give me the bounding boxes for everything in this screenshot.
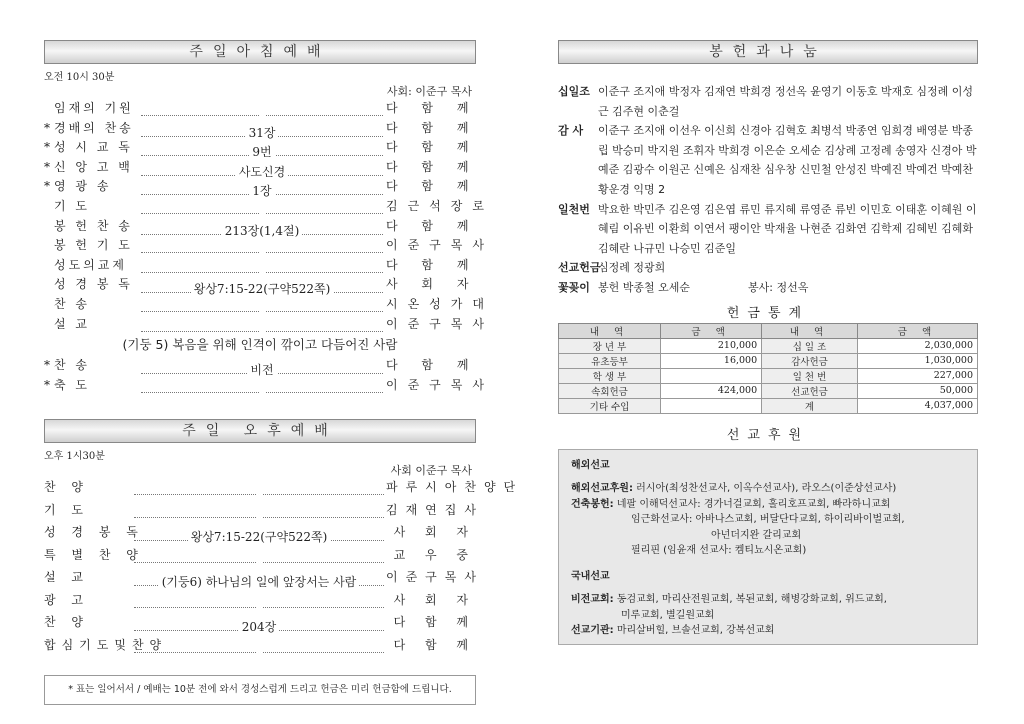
order-detail xyxy=(134,568,384,590)
order-row xyxy=(44,138,479,160)
order-detail-text: 9번 xyxy=(249,145,274,159)
order-name: 광 고 xyxy=(44,592,89,607)
order-detail xyxy=(141,258,383,273)
morning-presider: 사회: 이준구 목사 xyxy=(386,85,472,98)
order-detail xyxy=(141,297,383,312)
offering-group xyxy=(558,121,978,199)
finance-table xyxy=(558,323,978,414)
order-detail xyxy=(134,480,384,495)
offering-names: 이준구 조지애 박정자 김재연 박희경 정선옥 윤영기 이동호 박재호 심정례 이성근 김주현 이춘걸 xyxy=(598,85,973,118)
finance-header: 내 역 xyxy=(559,323,661,338)
finance-row xyxy=(559,383,978,398)
offering-banner: 봉헌과나눔 xyxy=(558,40,978,64)
finance-cell xyxy=(661,368,762,383)
finance-cell: 1,030,000 xyxy=(857,353,977,368)
order-leader: 김근석장로 xyxy=(386,198,494,213)
finance-header-row xyxy=(559,323,978,338)
order-star: * xyxy=(44,358,50,373)
offering-label: 꽃꽂이 xyxy=(558,280,590,294)
order-detail xyxy=(141,356,383,378)
order-detail-text xyxy=(256,598,262,612)
overseas-heading: 해외선교 xyxy=(571,459,610,471)
mission-line-text: 동검교회, 마리산전원교회, 복된교회, 해병강화교회, 위드교회, xyxy=(613,594,887,606)
order-leader: 사 회 자 xyxy=(386,277,479,292)
flower-server: 봉사: 정선옥 xyxy=(748,280,809,294)
order-row xyxy=(44,591,476,614)
finance-cell: 50,000 xyxy=(857,383,977,398)
order-name: 설 교 xyxy=(54,316,90,331)
order-leader: 다 함 께 xyxy=(386,218,479,233)
finance-header: 금 액 xyxy=(857,323,977,338)
order-row xyxy=(44,523,476,546)
notice-box: * 표는 일어서서 / 예배는 10분 전에 와서 경성스럽게 드리고 헌금은 미리 헌금함에 드립니다. xyxy=(44,675,476,705)
order-leader: 이준구목사 xyxy=(386,316,494,331)
mission-line-label: 선교기관: xyxy=(571,625,614,637)
order-star: * xyxy=(44,120,50,135)
order-detail-text xyxy=(256,508,262,522)
afternoon-service-banner: 주일 오후예배 xyxy=(44,419,476,443)
order-row xyxy=(44,197,494,217)
order-leader: 김재연집사 xyxy=(386,502,484,517)
order-detail-text xyxy=(259,322,265,336)
domestic-list xyxy=(571,592,965,639)
order-leader: 시온성가대 xyxy=(386,296,494,311)
order-detail-text: 왕상7:15-22(구약522쪽) xyxy=(191,282,334,296)
order-detail xyxy=(141,101,383,116)
finance-row xyxy=(559,338,978,353)
order-name: 찬 송 xyxy=(54,358,90,373)
order-name: 찬 양 xyxy=(44,480,89,495)
order-star: * xyxy=(44,179,50,194)
order-detail xyxy=(141,378,383,393)
morning-order xyxy=(44,99,494,334)
afternoon-time: 오후 1시30분 xyxy=(44,451,105,463)
order-detail-text: 비전 xyxy=(247,363,276,377)
order-detail-text xyxy=(259,302,265,316)
order-row xyxy=(44,478,524,501)
finance-cell: 계 xyxy=(762,398,858,413)
offering-list xyxy=(558,82,978,298)
mission-line xyxy=(571,512,965,528)
order-detail-text: 사도신경 xyxy=(236,165,288,179)
order-detail-text xyxy=(259,243,265,257)
order-detail-text: 왕상7:15-22(구약522쪽) xyxy=(188,530,331,544)
finance-cell: 16,000 xyxy=(661,353,762,368)
order-detail xyxy=(134,548,384,563)
order-name: 기 도 xyxy=(54,198,90,213)
order-row xyxy=(44,501,484,524)
order-leader: 다 함 께 xyxy=(393,637,476,652)
offering-names: 박요한 박민주 김은영 김은엽 류민 류지혜 류영준 류빈 이민호 이태훈 이혜원 이혜림 이유빈 이환희 이연서 팽이안 박재율 나현준 김화연 김학제 김혜빈 김혜화 김혜란 나규민 나승민 김준일 xyxy=(598,202,977,255)
order-name: 성 경 봉 독 xyxy=(44,525,144,540)
order-detail-text: 213장(1,4절) xyxy=(222,224,303,238)
order-row xyxy=(44,636,476,659)
finance-header: 금 액 xyxy=(661,323,762,338)
order-detail xyxy=(141,177,383,199)
mission-line xyxy=(571,481,965,497)
mission-line-text: 마리살버힐, 브솔선교회, 강복선교회 xyxy=(613,625,775,637)
order-detail xyxy=(141,199,383,214)
order-name: 합심기도및찬양 xyxy=(44,637,168,652)
order-detail-text xyxy=(256,553,262,567)
right-column xyxy=(558,40,978,645)
order-row xyxy=(44,315,494,335)
order-name: 찬 송 xyxy=(54,296,90,311)
order-name: 성 경 봉 독 xyxy=(54,277,133,292)
finance-cell: 227,000 xyxy=(857,368,977,383)
offering-label: 감 사 xyxy=(558,124,584,138)
order-name: 신 앙 고 백 xyxy=(54,159,133,174)
finance-row xyxy=(559,398,978,413)
flower-offering xyxy=(558,278,978,298)
mission-line xyxy=(571,592,965,608)
mission-line-text: 미루교회, 별길원교회 xyxy=(621,609,715,621)
mission-line xyxy=(571,608,965,624)
order-name: 성도의교제 xyxy=(54,257,127,272)
mission-line-text: 네팔 이해덕선교사: 경가너걸교회, 홀리호프교회, 빠라하니교회 xyxy=(613,498,891,510)
order-name: 성 시 교 독 xyxy=(54,140,133,155)
offering-names: 이준구 조지애 이선우 이신희 신경아 김혁호 최병석 박종연 임희경 배영분 박종립 박승미 박지원 조휘자 박희경 이은순 오세순 김상례 고정례 송영자 신경아 박예준 김광수 이원곤 신예은 심재찬 심우창 신민철 안성진 박예진 박예건 박예찬 황운경 익명 2 xyxy=(598,124,977,196)
finance-cell: 424,000 xyxy=(661,383,762,398)
order-detail xyxy=(134,503,384,518)
order-leader: 이준구목사 xyxy=(386,238,494,253)
order-name: 임재의 기원 xyxy=(54,101,134,115)
order-detail xyxy=(134,523,384,545)
order-detail xyxy=(141,217,383,238)
order-leader: 이준구목사 xyxy=(386,377,494,392)
order-star: * xyxy=(44,377,50,392)
order-row xyxy=(44,236,494,256)
order-leader: 다 함 께 xyxy=(386,179,479,194)
offering-label: 선교헌금 xyxy=(558,261,601,275)
order-row xyxy=(44,177,479,199)
morning-service-banner: 주일아침예배 xyxy=(44,40,476,64)
offering-names: 봉헌 박종철 오세순 xyxy=(598,280,691,294)
mission-line xyxy=(571,528,965,544)
offering-names: 심정례 정광희 xyxy=(598,261,666,275)
order-detail xyxy=(134,638,384,653)
finance-cell: 210,000 xyxy=(661,338,762,353)
order-detail xyxy=(141,275,383,297)
morning-sermon-title: (기둥 5) 복음을 위해 인격이 깎이고 다듬어진 사람 xyxy=(122,337,398,353)
finance-cell: 십 일 조 xyxy=(762,338,858,353)
order-detail-text: 31장 xyxy=(246,126,279,140)
mission-line-label: 건축봉헌: xyxy=(571,498,614,510)
order-leader: 사 회 자 xyxy=(393,525,476,540)
afternoon-order xyxy=(44,478,524,658)
finance-cell: 4,037,000 xyxy=(857,398,977,413)
order-leader: 다 함 께 xyxy=(386,140,479,155)
finance-cell: 속회헌금 xyxy=(559,383,661,398)
order-detail-text xyxy=(256,643,262,657)
order-leader: 다 함 께 xyxy=(386,257,479,272)
order-leader: 다 함 께 xyxy=(386,159,479,174)
order-detail-text: (기둥6) 하나님의 일에 앞장서는 사람 xyxy=(159,575,360,589)
order-row xyxy=(44,613,476,636)
order-name: 봉 헌 기 도 xyxy=(54,238,133,253)
order-row xyxy=(44,217,479,238)
finance-cell: 학 생 부 xyxy=(559,368,661,383)
finance-cell: 선교헌금 xyxy=(762,383,858,398)
finance-header: 내 역 xyxy=(762,323,858,338)
order-star: * xyxy=(44,140,50,155)
order-leader: 교 우 중 xyxy=(393,547,476,562)
order-detail-text: 204장 xyxy=(239,620,280,634)
domestic-heading: 국내선교 xyxy=(571,570,610,582)
order-detail xyxy=(141,317,383,332)
order-row xyxy=(44,546,476,569)
order-leader: 다 함 께 xyxy=(386,101,479,115)
order-detail xyxy=(134,593,384,608)
order-row xyxy=(44,256,479,276)
finance-cell: 기타 수입 xyxy=(559,398,661,413)
order-leader: 파루시아찬양단 xyxy=(386,480,524,495)
mission-line xyxy=(571,623,965,639)
order-row xyxy=(44,99,479,119)
order-row xyxy=(44,356,479,378)
order-name: 찬 양 xyxy=(44,615,89,630)
afternoon-presider: 사회 이준구 목사 xyxy=(390,464,472,478)
order-detail-text: 1장 xyxy=(249,184,274,198)
finance-cell: 일 천 번 xyxy=(762,368,858,383)
mission-offering xyxy=(558,258,978,278)
finance-cell xyxy=(661,398,762,413)
finance-cell: 감사헌금 xyxy=(762,353,858,368)
order-leader: 다 함 께 xyxy=(386,120,479,135)
finance-row xyxy=(559,353,978,368)
order-name: 특 별 찬 양 xyxy=(44,547,144,562)
mission-line-text: 아넌더지완 갈리교회 xyxy=(711,529,802,541)
finance-row xyxy=(559,368,978,383)
order-detail xyxy=(141,119,383,140)
order-row xyxy=(44,119,479,140)
order-name: 봉 헌 찬 송 xyxy=(54,218,133,233)
order-leader: 이준구목사 xyxy=(386,570,484,585)
mission-line-label: 비전교회: xyxy=(571,594,614,606)
order-row xyxy=(44,275,479,297)
order-row xyxy=(44,568,484,591)
left-column xyxy=(44,40,524,658)
finance-title: 헌금통계 xyxy=(726,305,810,321)
order-detail xyxy=(141,158,383,179)
order-row xyxy=(44,295,494,315)
mission-line-text: 러시아(최성찬선교사, 이옥수선교사), 라오스(이준상선교사) xyxy=(632,483,897,495)
order-row xyxy=(44,376,494,396)
mission-line xyxy=(571,497,965,513)
order-detail xyxy=(134,613,384,635)
morning-time: 오전 10시 30분 xyxy=(44,72,115,83)
order-name: 축 도 xyxy=(54,377,90,392)
mission-line-text: 필리핀 (임윤재 선교사: 켐티뇨시온교회) xyxy=(631,545,807,557)
order-detail xyxy=(141,238,383,253)
offering-label: 일천번 xyxy=(558,202,590,216)
mission-line-label: 해외선교후원: xyxy=(571,483,633,495)
finance-cell: 장 년 부 xyxy=(559,338,661,353)
finance-cell: 유초등부 xyxy=(559,353,661,368)
order-name: 기 도 xyxy=(44,502,89,517)
order-row xyxy=(44,158,479,179)
overseas-list xyxy=(571,481,965,559)
finance-cell: 2,030,000 xyxy=(857,338,977,353)
order-name: 영 광 송 xyxy=(54,179,112,194)
support-title: 선교후원 xyxy=(726,427,810,443)
order-detail-text xyxy=(256,485,262,499)
order-detail-text xyxy=(259,383,265,397)
mission-line-text: 임근화선교사: 아바나스교회, 버달단다교회, 하이리바이벌교회, xyxy=(631,514,905,526)
order-star: * xyxy=(44,159,50,174)
order-name: 설 교 xyxy=(44,570,89,585)
offering-label: 십일조 xyxy=(558,85,590,98)
order-detail xyxy=(141,138,383,160)
morning-closing xyxy=(44,356,494,395)
order-name: 경배의 찬송 xyxy=(54,120,134,135)
mission-line xyxy=(571,543,965,559)
mission-box xyxy=(558,449,978,645)
offering-group xyxy=(558,200,978,259)
order-leader: 다 함 께 xyxy=(386,358,479,373)
order-leader: 다 함 께 xyxy=(393,615,476,630)
offering-group xyxy=(558,82,978,121)
order-leader: 사 회 자 xyxy=(393,592,476,607)
